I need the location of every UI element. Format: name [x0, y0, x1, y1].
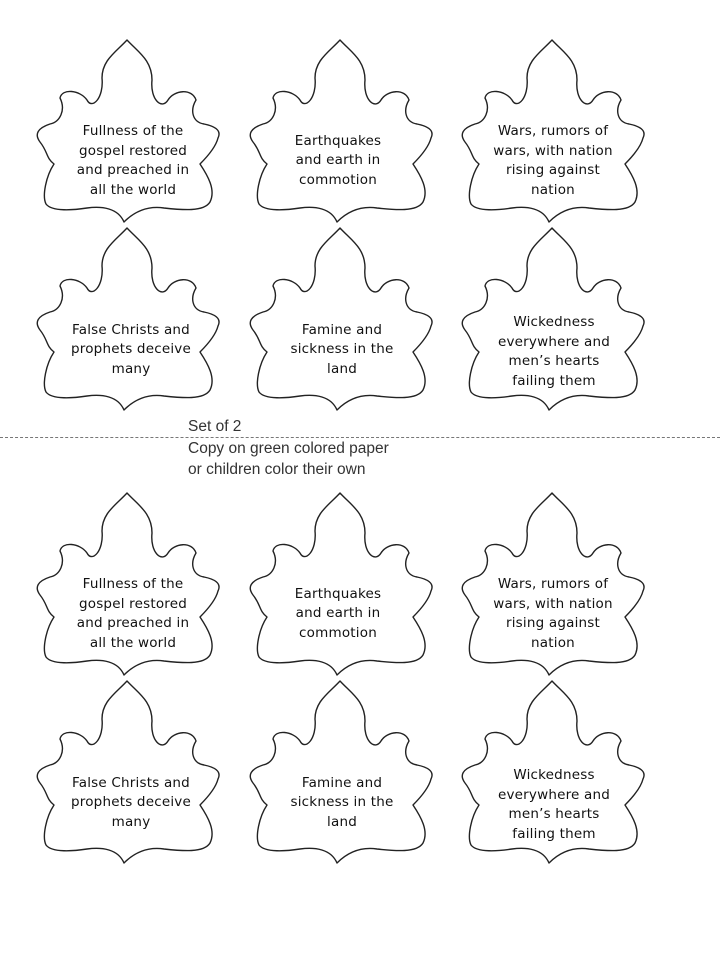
leaf-label-line: men’s hearts — [508, 806, 600, 822]
leaf-label-line: and preached in — [76, 615, 190, 631]
maple-leaf-outline — [250, 681, 432, 863]
set-count-label: Set of 2 — [188, 418, 242, 435]
leaf-label-line: Wars, rumors of — [497, 123, 609, 139]
leaf-famine-sickness-label — [277, 321, 407, 380]
leaf-label-line: everywhere and — [497, 786, 611, 803]
leaf-gospel-restored-label — [68, 575, 198, 653]
leaf-label-line: nation — [531, 181, 575, 198]
leaf-label-line: and earth in — [295, 605, 381, 622]
leaf-label-line: all the world — [89, 634, 177, 651]
leaf-famine-sickness-shape — [250, 228, 432, 410]
leaf-label-line: commotion — [299, 624, 377, 641]
leaf-label-line: Fullness of the — [82, 123, 184, 139]
leaf-label-line: failing them — [512, 825, 596, 842]
leaf-label-line: all the world — [89, 181, 177, 198]
leaf-label-line: land — [327, 813, 357, 830]
leaf-label-line: and earth in — [295, 152, 381, 169]
leaf-label-line: nation — [531, 634, 575, 651]
leaf-label-line: Wickedness — [513, 314, 595, 330]
leaf-label-line: wars, with nation — [493, 595, 613, 612]
leaf-label-line: gospel restored — [78, 595, 188, 612]
leaf-label-line: Earthquakes — [294, 585, 382, 602]
leaf-false-christs-label — [66, 321, 196, 380]
leaf-label-line: Wickedness — [513, 767, 595, 783]
leaf-label-line: wars, with nation — [493, 142, 613, 159]
leaf-earthquakes-label — [273, 585, 403, 644]
leaf-label-line: Famine and — [301, 774, 383, 791]
leaf-label-line: False Christs and — [72, 774, 190, 791]
leaf-gospel-restored-label — [68, 122, 198, 200]
color-instruction-line: or children color their own — [188, 461, 366, 478]
leaf-label-line: Fullness of the — [82, 576, 184, 592]
leaf-wars-rumors-label — [488, 122, 618, 200]
maple-leaf-outline — [250, 228, 432, 410]
leaf-label-line: commotion — [299, 171, 377, 188]
leaf-label-line: Earthquakes — [294, 132, 382, 149]
leaf-label-line: men’s hearts — [508, 353, 600, 369]
leaf-label-line: many — [111, 813, 151, 830]
leaf-label-line: prophets deceive — [71, 341, 191, 358]
leaf-wars-rumors-label — [488, 575, 618, 653]
leaf-label-line: sickness in the — [290, 794, 394, 811]
leaf-label-line: land — [327, 360, 357, 377]
leaf-label-line: many — [111, 360, 151, 377]
leaf-false-christs-label — [66, 774, 196, 833]
leaf-label-line: failing them — [512, 372, 596, 389]
leaf-label-line: and preached in — [76, 162, 190, 178]
leaf-wickedness-label — [489, 313, 619, 391]
leaf-famine-sickness-label — [277, 774, 407, 833]
leaf-label-line: prophets deceive — [71, 794, 191, 811]
leaf-label-line: gospel restored — [78, 142, 188, 159]
instructions-note — [188, 416, 389, 481]
leaf-label-line: rising against — [505, 162, 601, 178]
leaf-label-line: False Christs and — [72, 321, 190, 338]
leaf-wickedness-label — [489, 766, 619, 844]
leaf-label-line: Famine and — [301, 321, 383, 338]
leaf-false-christs-shape — [37, 228, 219, 410]
maple-leaf-outline — [37, 228, 219, 410]
leaf-earthquakes-label — [273, 132, 403, 191]
leaf-label-line: Wars, rumors of — [497, 576, 609, 592]
leaf-false-christs-shape — [37, 681, 219, 863]
leaf-label-line: everywhere and — [497, 333, 611, 350]
leaf-label-line: rising against — [505, 615, 601, 631]
maple-leaf-outline — [37, 681, 219, 863]
leaf-label-line: sickness in the — [290, 341, 394, 358]
leaf-famine-sickness-shape — [250, 681, 432, 863]
paper-instruction-line: Copy on green colored paper — [188, 439, 389, 457]
